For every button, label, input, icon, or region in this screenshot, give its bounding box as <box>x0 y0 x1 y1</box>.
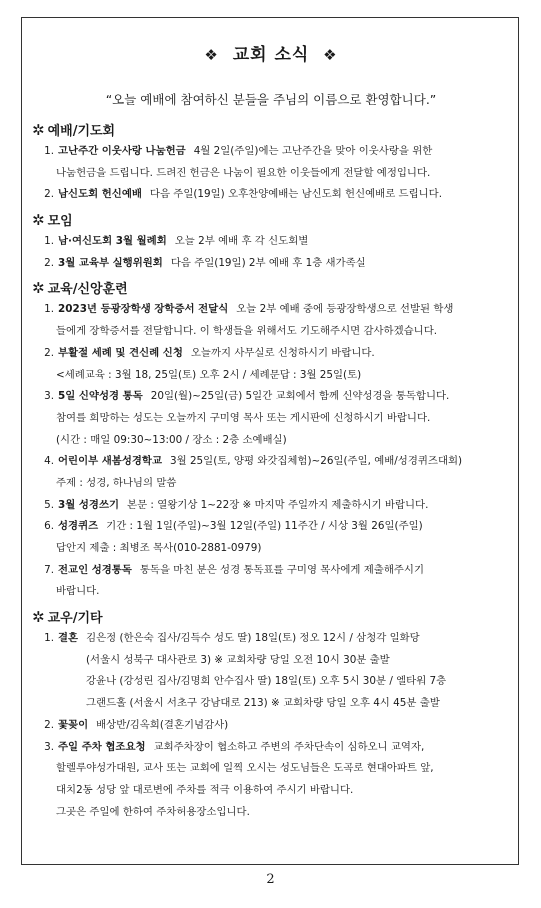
page-title <box>22 40 520 65</box>
item-continuation: 강윤나 (강성린 집사/김명희 안수집사 딸) 18일(토) 오후 5시 30분 / 엘타워 7층 <box>86 675 447 688</box>
diamond-ornament-icon: ❖ <box>204 46 219 64</box>
section-heading-text: 예배/기도회 <box>47 124 116 139</box>
section-heading <box>32 209 512 231</box>
list-item <box>32 737 512 759</box>
item-text: 통독을 마친 분은 성경 통독표를 구미영 목사에게 제출해주시기 <box>139 563 424 576</box>
list-item <box>32 386 512 408</box>
item-number: 2. <box>44 718 54 731</box>
item-text: 오늘 2부 예배 중에 등광장학생으로 선발된 학생 <box>236 303 454 316</box>
asterisk-icon: ✲ <box>32 121 45 139</box>
list-item <box>32 560 512 582</box>
item-heading: 어린이부 새봄성경학교 <box>58 455 162 468</box>
item-text: 3월 25일(토, 양평 와갓집체험)~26일(주일, 예배/성경퀴즈대회) <box>170 455 463 468</box>
item-continuation: 답안지 제출 : 최병조 목사(010-2881-0979) <box>56 542 262 554</box>
item-heading: 부활절 세례 및 견신례 신청 <box>58 346 183 359</box>
item-heading: 꽃꽂이 <box>58 718 89 731</box>
item-continuation: 그랜드홀 (서울시 서초구 강남대로 213) ※ 교회차량 당일 오후 4시 45분 출발 <box>86 697 440 710</box>
item-text: 교회주차장이 협소하고 주변의 주차단속이 심하오니 교역자, <box>153 740 425 753</box>
list-item <box>32 516 512 538</box>
asterisk-icon: ✲ <box>32 279 45 298</box>
page-number: 2 <box>266 872 275 887</box>
item-heading: 주일 주차 협조요청 <box>58 740 146 753</box>
item-heading: 고난주간 이웃사랑 나눔헌금 <box>58 145 186 157</box>
item-continuation: (시간 : 매일 09:30~13:00 / 장소 : 2층 소예배실) <box>56 433 287 446</box>
section-heading-text: 교육/신앙훈련 <box>47 282 128 298</box>
item-continuation: 참여를 희망하는 성도는 오늘까지 구미영 목사 또는 게시판에 신청하시기 바랍니다. <box>56 411 431 424</box>
list-item <box>32 141 512 163</box>
item-heading: 2023년 등광장학생 장학증서 전달식 <box>58 303 229 316</box>
list-item <box>32 451 512 473</box>
item-continuation: 나눔헌금을 드립니다. 드려진 헌금은 나눔이 필요한 이웃들에게 전달할 예정입니다. <box>56 166 431 179</box>
welcome-message: “오늘 예배에 참여하신 분들을 주님의 이름으로 환영합니다.” <box>105 92 437 107</box>
list-item <box>32 231 512 253</box>
item-text: 다음 주일(19일) 오후찬양예배는 남신도회 헌신예배로 드립니다. <box>149 188 442 201</box>
section-heading <box>32 606 512 628</box>
item-continuation: 바랍니다. <box>56 585 100 598</box>
item-number: 3. <box>44 390 54 403</box>
section-heading <box>32 277 512 299</box>
item-heading: 전교인 성경통독 <box>58 563 132 576</box>
item-number: 1. <box>44 235 54 248</box>
item-number: 5. <box>44 498 54 511</box>
title-text: 교회 소식 <box>232 45 310 65</box>
item-text: 기간 : 1월 1일(주일)~3월 12일(주일) 11주간 / 시상 3월 26일(주일) <box>106 520 423 533</box>
item-text: 오늘까지 사무실로 신청하시기 바랍니다. <box>190 346 375 359</box>
list-item <box>32 495 512 517</box>
item-heading: 남·여신도회 3월 월례회 <box>58 235 167 248</box>
asterisk-icon: ✲ <box>32 608 45 627</box>
item-continuation: 그곳은 주일에 한하여 주차허용장소입니다. <box>56 805 250 818</box>
item-continuation: 대치2동 성당 앞 대로변에 주차를 적극 이용하여 주시기 바랍니다. <box>56 783 354 796</box>
item-continuation: <세례교육 : 3월 18, 25일(토) 오후 2시 / 세례문답 : 3월 25일(토) <box>56 368 362 381</box>
bulletin-frame <box>21 17 519 865</box>
list-item <box>32 184 512 206</box>
item-number: 7. <box>44 563 54 576</box>
news-content <box>32 116 512 823</box>
item-text: 김은정 (한은숙 집사/김득수 성도 딸) 18일(토) 정오 12시 / 삼청각 일화당 <box>86 632 420 645</box>
item-continuation: 들에게 장학증서를 전달합니다. 이 학생들을 위해서도 기도해주시면 감사하겠습니다. <box>56 325 438 338</box>
item-heading: 3월 성경쓰기 <box>58 498 120 511</box>
item-number: 1. <box>44 303 54 316</box>
item-continuation: 할렐루야성가대원, 교사 또는 교회에 일찍 오시는 성도님들은 도곡로 현대아파트 앞, <box>56 762 434 775</box>
item-number: 6. <box>44 520 54 533</box>
list-item <box>32 253 512 275</box>
list-item <box>32 299 512 321</box>
item-heading: 성경퀴즈 <box>58 520 99 533</box>
item-text: 배상반/김옥희(결혼기념감사) <box>96 718 229 731</box>
item-number: 1. <box>44 632 54 645</box>
item-text: 20일(월)~25일(금) 5일간 교회에서 함께 신약성경을 통독합니다. <box>150 390 450 403</box>
list-item <box>32 628 512 650</box>
diamond-ornament-icon: ❖ <box>323 46 338 64</box>
item-text: 본문 : 열왕기상 1~22장 ※ 마지막 주일까지 제출하시기 바랍니다. <box>127 498 429 511</box>
item-text: 다음 주일(19일) 2부 예배 후 1층 새가족실 <box>170 256 366 269</box>
item-heading: 3월 교육부 실행위원회 <box>58 256 163 269</box>
item-number: 2. <box>44 256 54 269</box>
item-text: 4월 2일(주일)에는 고난주간을 맞아 이웃사랑을 위한 <box>193 145 433 157</box>
item-number: 1. <box>44 145 54 157</box>
item-number: 2. <box>44 346 54 359</box>
item-continuation: 주제 : 성경, 하나님의 말씀 <box>56 476 177 489</box>
item-continuation: (서울시 성북구 대사관로 3) ※ 교회차량 당일 오전 10시 30분 출발 <box>86 653 390 666</box>
section-heading-text: 교우/기타 <box>47 611 103 627</box>
list-item <box>32 343 512 365</box>
item-heading: 남신도회 헌신예배 <box>58 188 142 201</box>
list-item <box>32 715 512 737</box>
asterisk-icon: ✲ <box>32 211 45 230</box>
item-heading: 5일 신약성경 통독 <box>58 390 143 403</box>
section-heading <box>32 119 512 141</box>
section-heading-text: 모임 <box>47 214 73 230</box>
item-text: 오늘 2부 예배 후 각 신도회별 <box>174 235 309 248</box>
item-heading: 결혼 <box>58 632 79 645</box>
item-number: 2. <box>44 188 54 201</box>
item-number: 3. <box>44 740 54 753</box>
item-number: 4. <box>44 455 54 468</box>
